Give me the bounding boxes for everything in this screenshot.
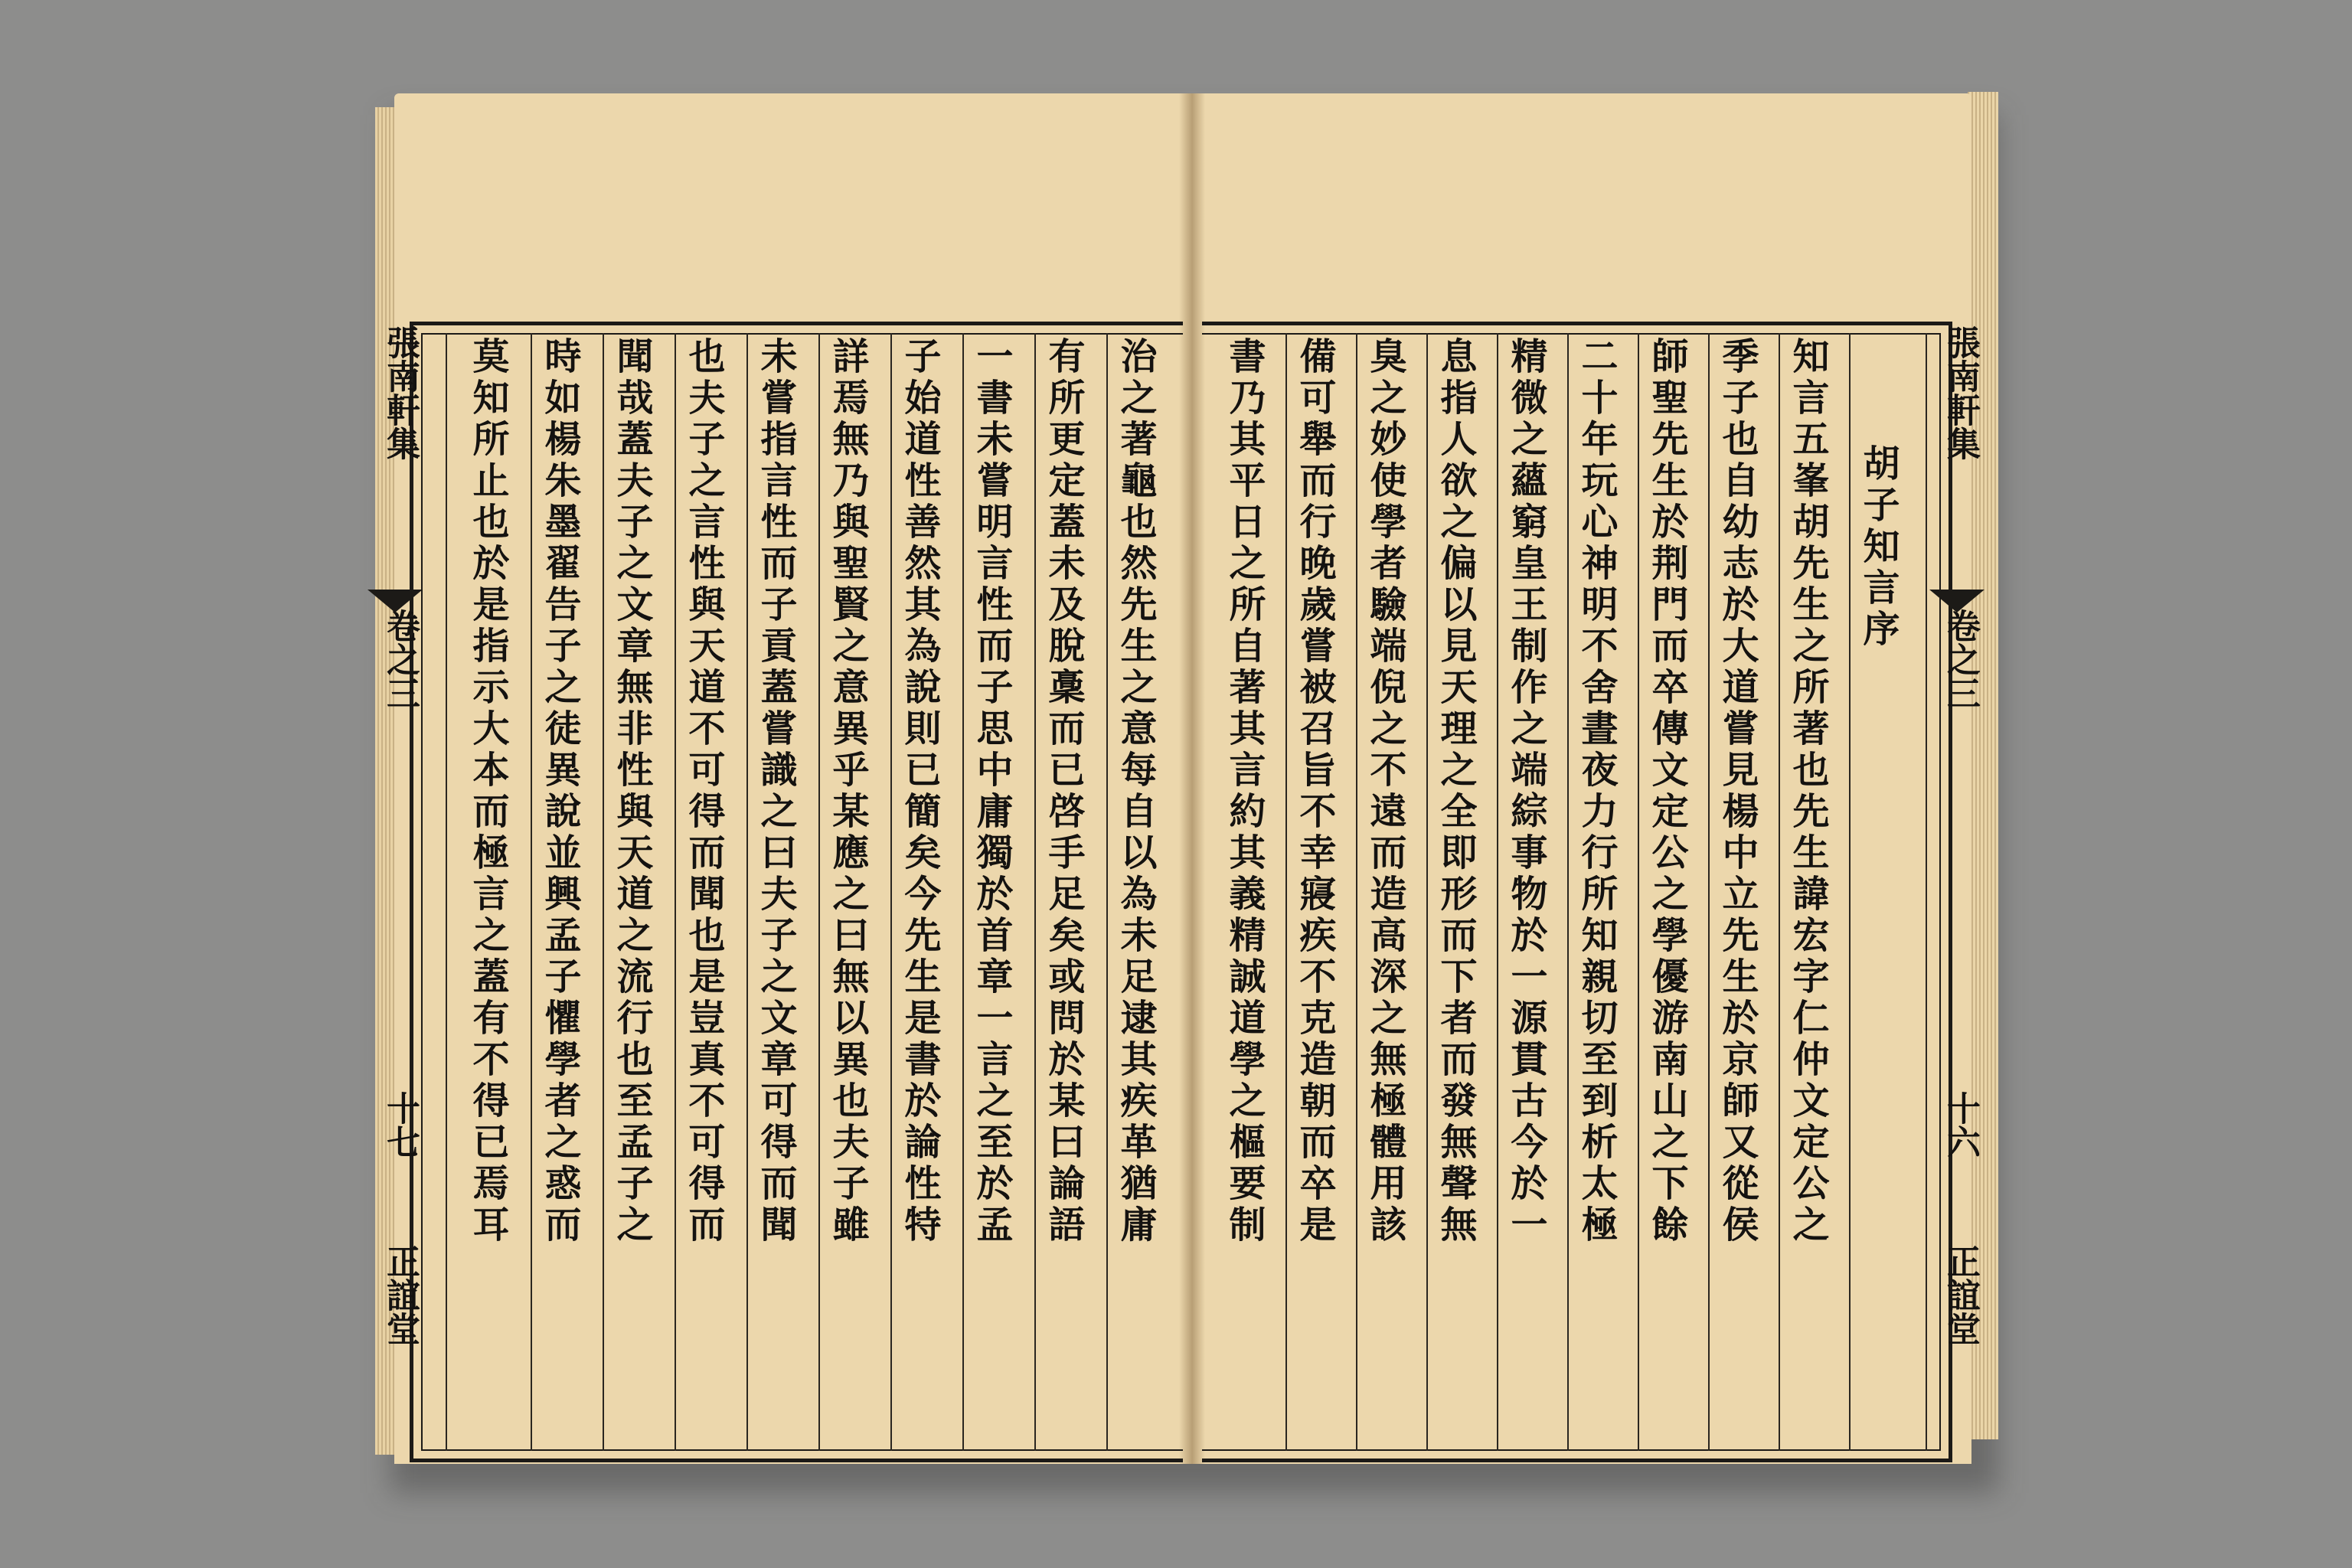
right-text-column: 季子也自幼志於大道嘗見楊中立先生於京師又從侯 [1716, 337, 1759, 1246]
left-text-column: 有所更定蓋未及脫稾而已啓手足矣或問於某曰論語 [1042, 337, 1085, 1246]
left-text-column: 子始道性善然其為說則已簡矣今先生是書於論性特 [898, 337, 941, 1246]
left-banxin-title: 張南軒集 [381, 325, 420, 460]
right-banxin-publisher: 正誼堂 [1941, 1244, 1980, 1345]
left-text-column: 時如楊朱墨翟告子之徒異說並興孟子懼學者之惑而 [538, 337, 581, 1246]
right-text-column: 師聖先生於荆門而卒傳文定公之學優游南山之下餘 [1645, 337, 1688, 1246]
left-text-column: 治之著龜也然先生之意每自以為未足逮其疾革猶庸 [1114, 337, 1157, 1246]
left-text-column: 詳焉無乃與聖賢之意異乎某應之曰無以異也夫子雖 [826, 337, 869, 1246]
left-text-column: 未嘗指言性而子貢蓋嘗識之曰夫子之文章可得而聞 [754, 337, 797, 1246]
right-banxin-title: 張南軒集 [1941, 325, 1980, 460]
book-gutter [1179, 93, 1205, 1464]
left-text-column: 聞哉蓋夫子之文章無非性與天道之流行也至孟子之 [610, 337, 653, 1246]
right-banxin-page-number: 十六 [1941, 1091, 1980, 1158]
right-text-column: 書乃其平日之所自著其言約其義精誠道學之樞要制 [1223, 337, 1266, 1246]
right-text-column: 二十年玩心神明不舍晝夜力行所知親切至到析太極 [1575, 337, 1618, 1246]
right-text-column: 備可舉而行晚歲嘗被召旨不幸寢疾不克造朝而卒是 [1293, 337, 1336, 1246]
left-banxin-page-number: 十七 [381, 1091, 420, 1158]
left-text-column: 一書未嘗明言性而子思中庸獨於首章一言之至於孟 [970, 337, 1013, 1246]
right-fishtail-mark [1929, 590, 1984, 612]
right-heading: 胡子知言序 [1857, 444, 1900, 651]
right-text-column: 臭之妙使學者驗端倪之不遠而造高深之無極體用該 [1364, 337, 1406, 1246]
right-banxin [1929, 325, 1983, 1451]
left-fishtail-mark [368, 590, 423, 612]
left-text-column: 莫知所止也於是指示大本而極言之蓋有不得已焉耳 [466, 337, 509, 1246]
right-banxin-volume: 卷之三 [1941, 609, 1980, 710]
open-book [375, 84, 1998, 1478]
left-banxin-publisher: 正誼堂 [381, 1244, 420, 1345]
right-text-column: 知言五峯胡先生之所著也先生諱宏字仁仲文定公之 [1786, 337, 1829, 1246]
left-banxin [369, 325, 423, 1451]
right-text-column: 精微之蘊窮皇王制作之端綜事物於一源貫古今於一 [1504, 337, 1547, 1246]
left-banxin-volume: 卷之三 [381, 609, 420, 710]
right-text-column: 息指人欲之偏以見天理之全即形而下者而發無聲無 [1434, 337, 1477, 1246]
left-text-column: 也夫子之言性與天道不可得而聞也是豈真不可得而 [682, 337, 725, 1246]
